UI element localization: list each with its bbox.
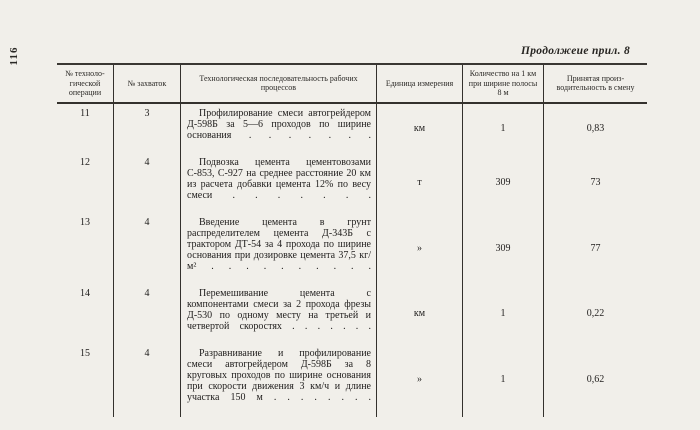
- cell-zone-number: 4: [113, 153, 180, 213]
- dot-leader: . . . . . . .: [232, 189, 372, 201]
- page-number: 116: [8, 46, 20, 66]
- cell-zone-number: 3: [113, 104, 180, 153]
- process-text: Перемешивание цемента с компонентами смеси за 2 прохода фрезы Д-530 по одному месту на третьей и четвертой скоростях: [187, 287, 371, 332]
- process-text: Введение цемента в грунт распределителем цемента Д-343Б с трактором ДТ-54 за 4 прохода по ширине основания при дозировке цемента 37,5 кг/м²: [187, 216, 371, 272]
- cell-productivity: 77: [543, 213, 647, 284]
- header-op-number: № технологической операции: [65, 69, 105, 97]
- cell-productivity: 73: [543, 153, 647, 213]
- cell-productivity: 0,22: [543, 284, 647, 344]
- cell-op-number: 11: [80, 107, 90, 119]
- filler-cell: [462, 415, 543, 418]
- cell-process: [180, 284, 376, 344]
- cell-process: [180, 153, 376, 213]
- table-header-row: [57, 63, 647, 104]
- cell-op-number: 12: [80, 156, 90, 168]
- cell-zone-number: 4: [113, 213, 180, 284]
- dot-leader: . . . . . . .: [292, 320, 372, 332]
- filler-cell: [376, 415, 462, 418]
- cell-quantity: 1: [462, 344, 543, 415]
- cell-zone-number: 4: [113, 284, 180, 344]
- cell-quantity: 309: [462, 153, 543, 213]
- cell-op-number: 13: [80, 216, 90, 228]
- cell-process: [180, 104, 376, 153]
- cell-unit: т: [376, 153, 462, 213]
- process-text: Профилирование смеси автогрейдером Д-598Б за 5—6 проходов по ширине основания: [187, 107, 371, 141]
- header-quantity: Количество на 1 км при ширине полосы 8 м: [462, 65, 543, 102]
- filler-cell: [113, 415, 180, 418]
- header-zone-number: № захваток: [113, 65, 180, 102]
- cell-productivity: 0,62: [543, 344, 647, 415]
- cell-quantity: 1: [462, 104, 543, 153]
- cell-process: [180, 344, 376, 415]
- header-unit: Единица измерения: [376, 65, 462, 102]
- cell-unit: км: [376, 284, 462, 344]
- header-process: Технологическая последовательность рабочих процессов: [180, 65, 376, 102]
- filler-cell: [543, 415, 647, 418]
- dot-leader: . . . . . . .: [248, 129, 372, 141]
- operations-table: [57, 63, 647, 417]
- cell-productivity: 0,83: [543, 104, 647, 153]
- dot-leader: . . . . . . . . . .: [211, 260, 372, 272]
- cell-quantity: 1: [462, 284, 543, 344]
- header-productivity: Принятая производительность в смену: [543, 65, 647, 102]
- filler-cell: [57, 415, 113, 418]
- cell-unit: км: [376, 104, 462, 153]
- cell-process: [180, 213, 376, 284]
- process-text: Разравнивание и профилирование смеси автогрейдером Д-598Б за 8 круговых проходов по ширине основания при скорости движения 3 км/ч и длине участка 150 м: [187, 347, 371, 403]
- table-body: [57, 104, 647, 418]
- cell-unit: »: [376, 213, 462, 284]
- cell-unit: »: [376, 344, 462, 415]
- cell-op-number: 15: [80, 347, 90, 359]
- continuation-header: Продолжеие прил. 8: [521, 45, 630, 57]
- filler-cell: [180, 415, 376, 418]
- cell-zone-number: 4: [113, 344, 180, 415]
- process-text: Подвозка цемента цементовозами С-853, С-927 на среднее расстояние 20 км из расчета добавки цемента 12% по весу смеси: [187, 156, 371, 201]
- cell-op-number: 14: [80, 287, 90, 299]
- cell-quantity: 309: [462, 213, 543, 284]
- dot-leader: . . . . . . . .: [273, 391, 372, 403]
